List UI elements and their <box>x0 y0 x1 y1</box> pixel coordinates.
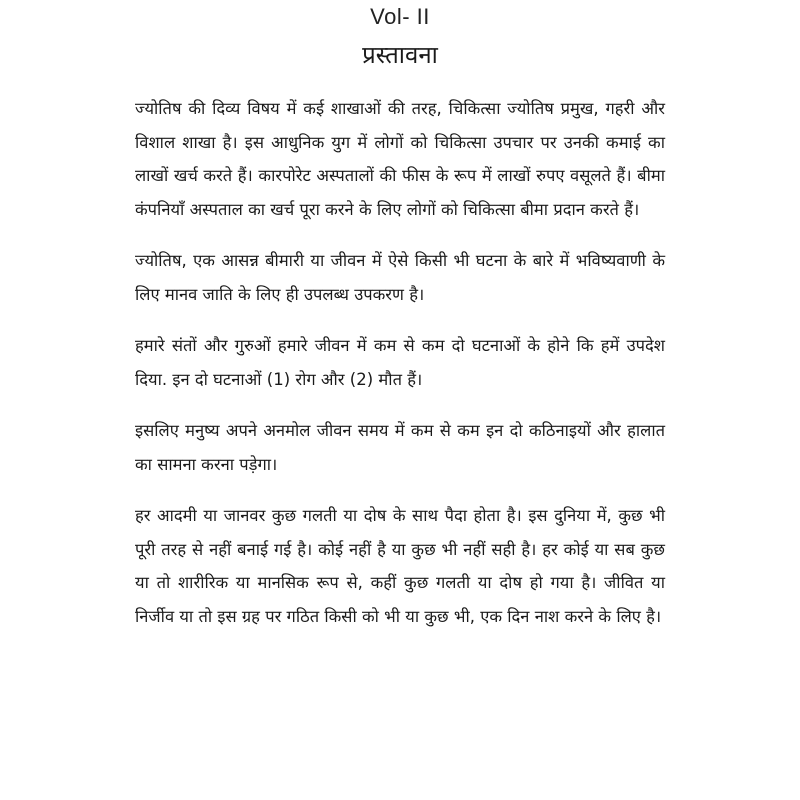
paragraph: ज्योतिष की दिव्य विषय में कई शाखाओं की तरह, चिकित्सा ज्योतिष प्रमुख, गहरी और विशाल शाखा है। इस आधुनिक युग में लोगों को चिकित्सा उपचार पर उनकी कमाई का लाखों खर्च करते हैं। कारपोरेट अस्पतालों की फीस के रूप में लाखों रुपए वसूलते हैं। बीमा कंपनियाँ अस्पताल का खर्च पूरा करने के लिए लोगों को चिकित्सा बीमा प्रदान करते हैं। <box>135 99 665 219</box>
paragraph: हर आदमी या जानवर कुछ गलती या दोष के साथ पैदा होता है। इस दुनिया में, कुछ भी पूरी तरह से नहीं बनाई गई है। कोई नहीं है या कुछ भी नहीं सही है। हर कोई या सब कुछ या तो शारीरिक या मानसिक रूप से, कहीं कुछ गलती या दोष हो गया है। जीवित या निर्जीव या तो इस ग्रह पर गठित किसी को भी या कुछ भी, एक दिन नाश करने के लिए है। <box>135 506 665 626</box>
paragraph: हमारे संतों और गुरुओं हमारे जीवन में कम से कम दो घटनाओं के होने कि हमें उपदेश दिया. इन दो घटनाओं (1) रोग और (2) मौत हैं। <box>135 336 665 389</box>
page-title: प्रस्तावना <box>362 41 438 69</box>
body-text <box>135 92 665 633</box>
paragraph: ज्योतिष, एक आसन्न बीमारी या जीवन में ऐसे किसी भी घटना के बारे में भविष्यवाणी के लिए मानव जाति के लिए ही उपलब्ध उपकरण है। <box>135 251 665 304</box>
volume-label: Vol- II <box>370 4 430 29</box>
paragraph: इसलिए मनुष्य अपने अनमोल जीवन समय में कम से कम इन दो कठिनाइयों और हालात का सामना करना पड़ेगा। <box>135 421 665 474</box>
